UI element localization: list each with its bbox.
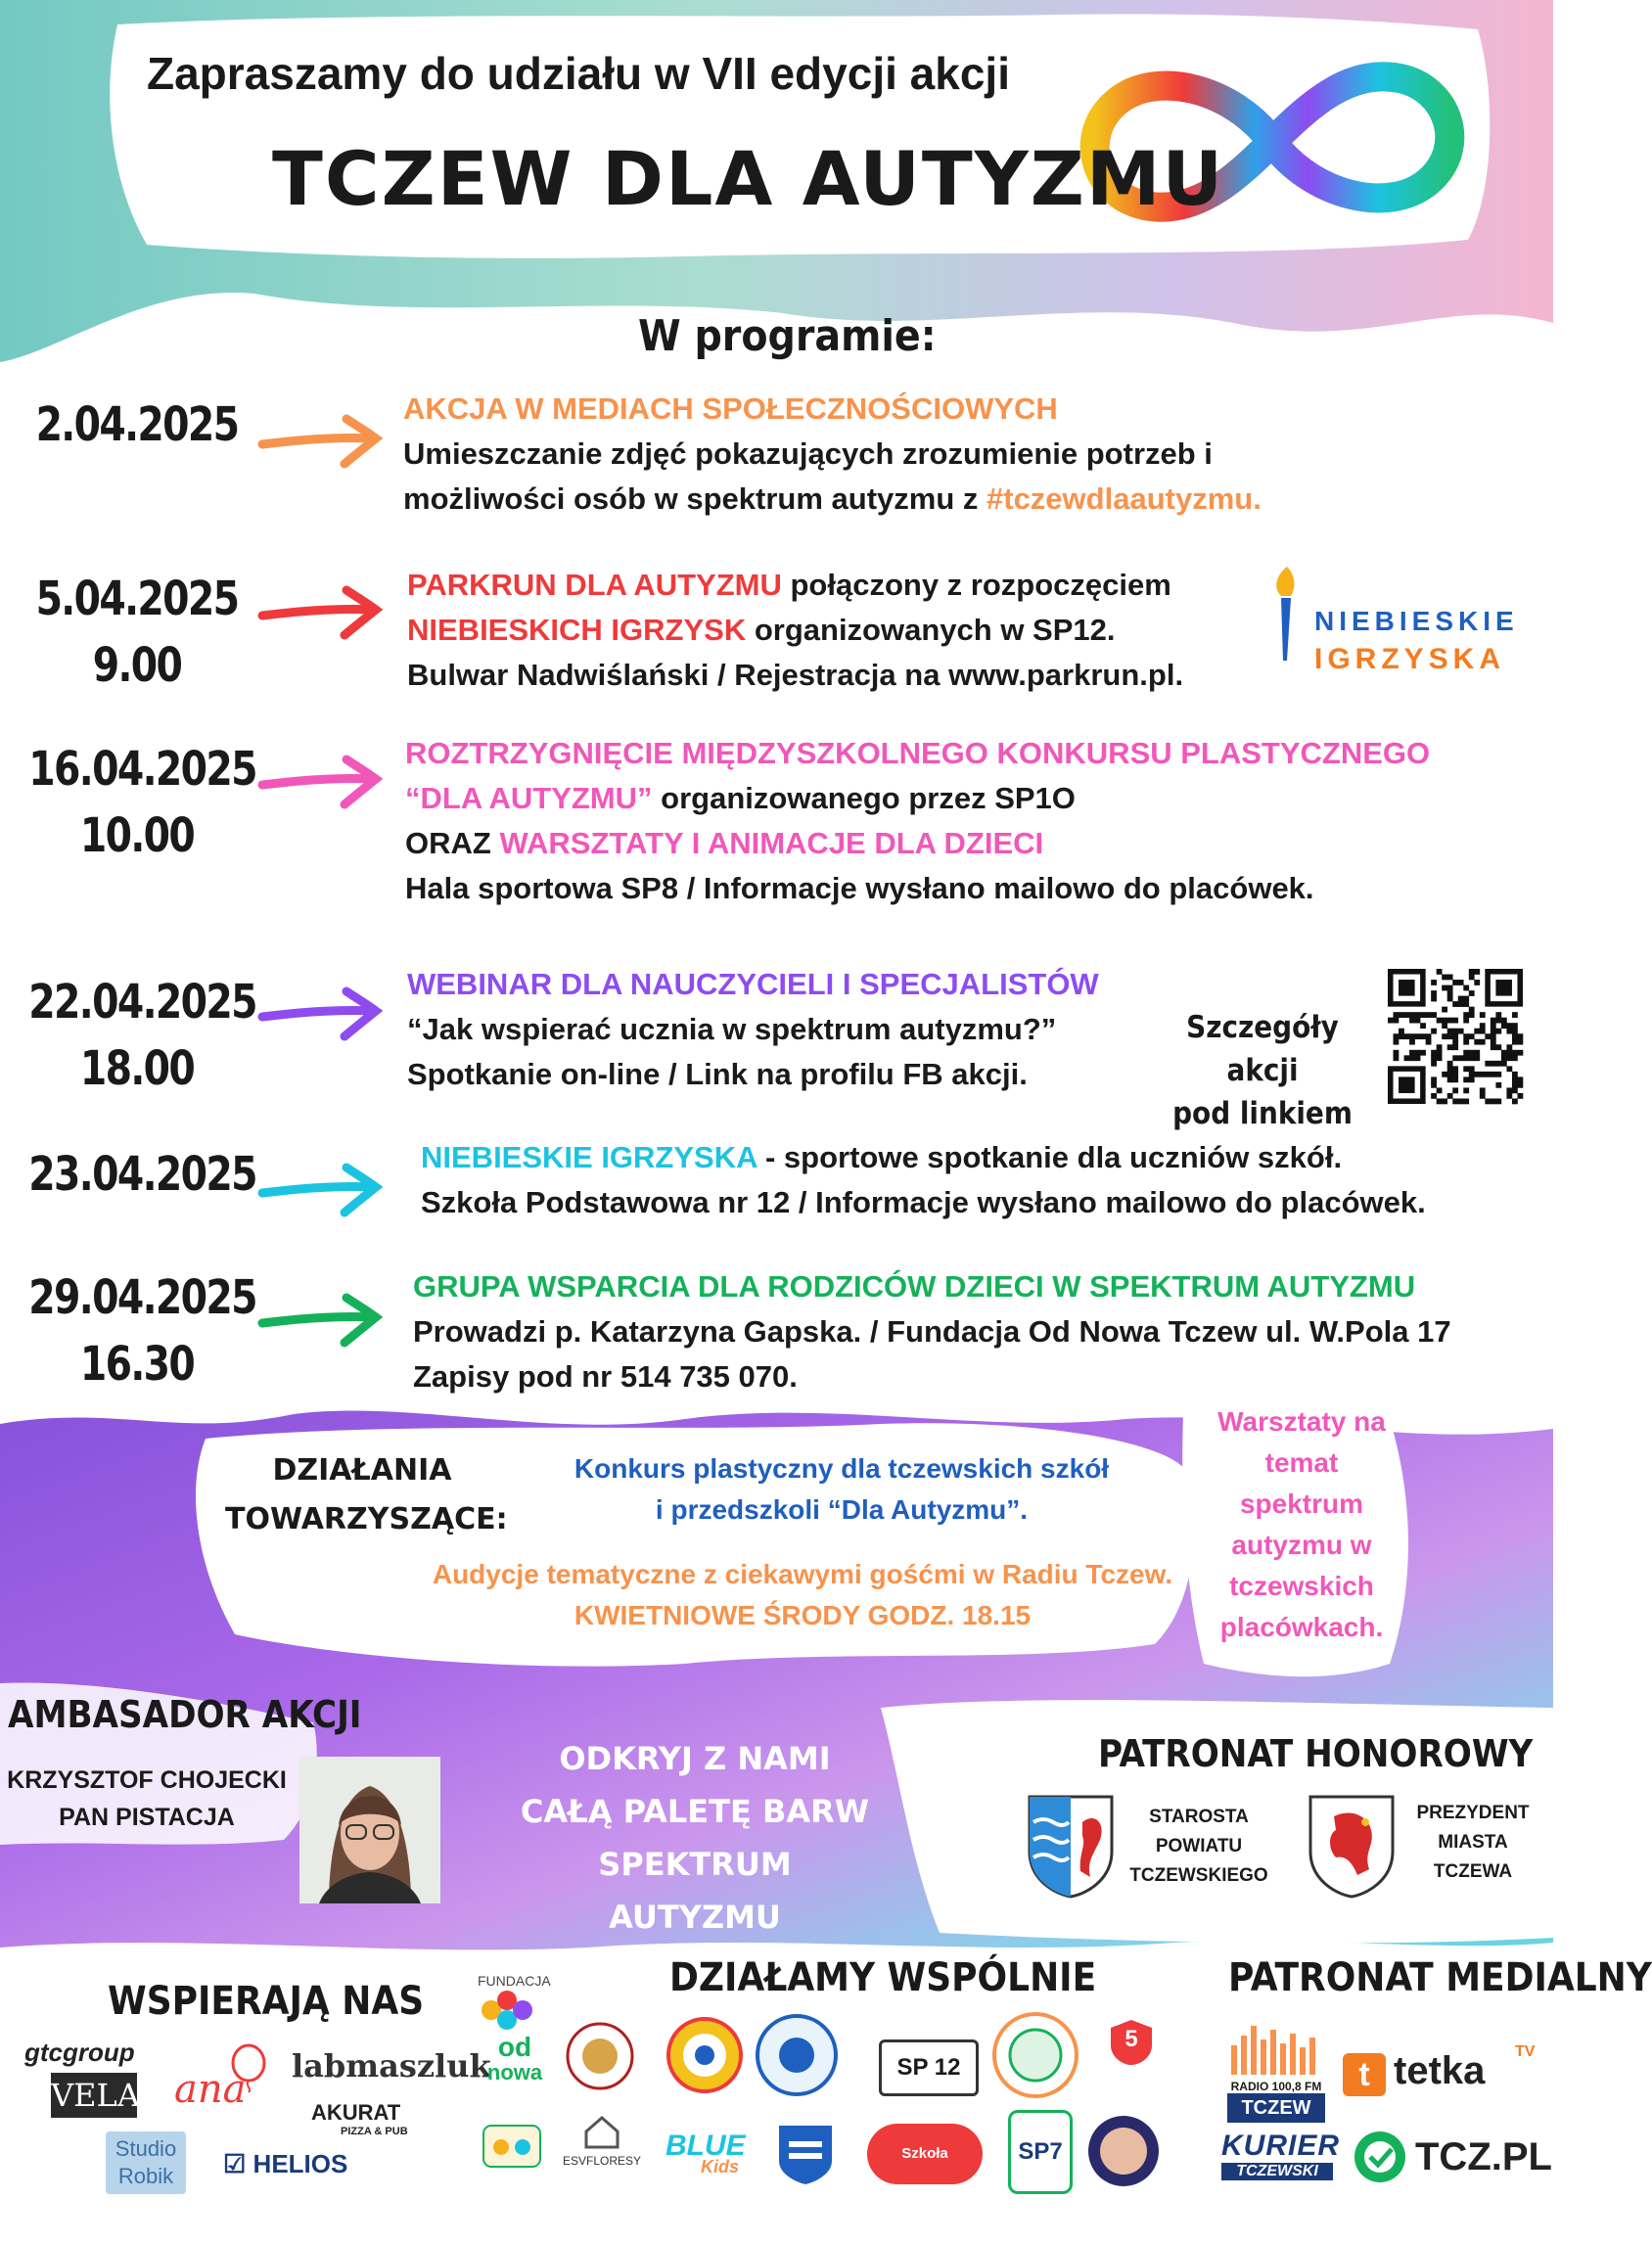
radio-logo-line1: RADIO 100,8 FM <box>1230 2080 1322 2093</box>
qr-code[interactable] <box>1388 969 1523 1104</box>
event-text: Szkoła Podstawowa nr 12 / Informacje wysłano mailowo do placówek. <box>421 1185 1426 1219</box>
school-seal-2 <box>665 2016 744 2094</box>
supporters-heading: WSPIERAJĄ NAS <box>108 1979 425 2024</box>
event-date-text: 2.04.2025 <box>35 397 239 452</box>
logo-tcz-pl: TCZ.PL <box>1415 2135 1552 2178</box>
event-date-text: 23.04.2025 <box>28 1147 256 1202</box>
event-highlight: NIEBIESKICH IGRZYSK <box>407 613 747 647</box>
media-heading: PATRONAT MEDIALNY <box>1228 1955 1652 2000</box>
equalizer-icon <box>1227 2022 1325 2075</box>
event-line <box>421 1180 1426 1225</box>
logo-gtcgroup: gtcgroup <box>24 2038 135 2067</box>
event-date <box>28 1264 256 1397</box>
qr-caption-line2: pod linkiem <box>1172 1096 1353 1131</box>
logo-ana: ana <box>174 2067 247 2112</box>
event-time-text: 16.30 <box>79 1337 195 1392</box>
centrum-sportu-seal <box>754 2012 840 2098</box>
event-highlight: “DLA AUTYZMU” <box>405 781 653 815</box>
event-description <box>413 1264 1451 1399</box>
event-description <box>407 563 1183 698</box>
logo-radio-tczew <box>1227 2022 1325 2123</box>
prezydent-line: PREZYDENT <box>1416 1803 1530 1823</box>
event-date <box>28 391 245 458</box>
event-line <box>421 1135 1426 1180</box>
school-seal-4 <box>1086 2114 1161 2188</box>
prezydent-coat-of-arms <box>1307 1793 1397 1899</box>
qr-caption <box>1150 1006 1375 1135</box>
event-text: Zapisy pod nr 514 735 070. <box>413 1359 798 1394</box>
logo-esv <box>558 2114 646 2168</box>
arrow-icon <box>256 411 384 470</box>
arrow-icon <box>256 752 384 810</box>
balloon-icon <box>227 2043 272 2092</box>
event-highlight: AKCJA W MEDIACH SPOŁECZNOŚCIOWYCH <box>403 391 1058 426</box>
logo-kids: Kids <box>701 2157 740 2176</box>
event-line <box>413 1309 1451 1354</box>
kindergarten-logo <box>478 2116 546 2175</box>
event-text: organizowanego przez SP1O <box>652 781 1076 815</box>
ambassador-name <box>0 1762 294 1836</box>
event-date <box>28 736 256 869</box>
radio-logo-line2: TCZEW <box>1227 2093 1325 2123</box>
patronage-heading: PATRONAT HONOROWY <box>1098 1732 1534 1775</box>
event-highlight: WARSZTATY I ANIMACJE DLA DZIECI <box>499 826 1044 860</box>
event-time-text: 18.00 <box>79 1041 195 1096</box>
event-text: ORAZ <box>405 826 500 860</box>
event-text: organizowanych w SP12. <box>746 613 1116 647</box>
event-highlight: ROZTRZYGNIĘCIE MIĘDZYSZKOLNEGO KONKURSU PLASTYCZNEGO <box>405 736 1431 770</box>
logo-nowa: nowa <box>486 2060 543 2085</box>
logo-akurat: AKURAT <box>311 2100 401 2125</box>
logo-akurat-sub: PIZZA & PUB <box>341 2126 408 2137</box>
event-line <box>405 866 1430 911</box>
logo-szkola-sportowa: Szkoła Sportowa <box>867 2124 983 2184</box>
event-description <box>403 387 1262 522</box>
event-date-text: 5.04.2025 <box>35 572 239 626</box>
arrow-icon <box>256 984 384 1042</box>
workshops-text <box>1189 1401 1414 1648</box>
slogan <box>509 1732 881 1944</box>
kurier-logo-line1: KURIER <box>1221 2130 1341 2162</box>
event-description <box>421 1135 1426 1225</box>
event-title: TCZEW DLA AUTYZMU <box>272 135 1225 222</box>
workshops-line: tczewskich <box>1229 1571 1374 1601</box>
event-date-text: 16.04.2025 <box>28 742 256 797</box>
slogan-line: CAŁĄ PALETĘ BARW <box>520 1793 870 1830</box>
event-line <box>403 432 1262 477</box>
tetka-icon: t <box>1343 2053 1386 2096</box>
logo-fundacja-label: FUNDACJA <box>478 1973 551 1989</box>
event-date <box>28 969 256 1102</box>
event-text: “Jak wspierać ucznia w spektrum autyzmu?” <box>407 1012 1057 1046</box>
ambassador-photo <box>299 1757 440 1903</box>
logo-robik: Robik <box>117 2164 174 2188</box>
event-highlight: WEBINAR DLA NAUCZYCIELI I SPECJALISTÓW <box>407 967 1099 1001</box>
logo-helios: ☑ HELIOS <box>223 2149 348 2178</box>
logo-vela: VELA <box>51 2073 137 2118</box>
event-text: możliwości osób w spektrum autyzmu z <box>403 481 987 516</box>
workshops-line: Warsztaty na <box>1217 1406 1386 1437</box>
side-actions-heading <box>225 1446 508 1544</box>
event-highlight: #tczewdlaautyzmu. <box>987 481 1262 516</box>
event-highlight: NIEBIESKIE IGRZYSKA <box>421 1140 757 1174</box>
ambassador-heading: AMBASADOR AKCJI <box>8 1693 362 1736</box>
workshops-line: placówkach. <box>1219 1612 1384 1642</box>
radio-text <box>401 1554 1204 1636</box>
logo-studio-robik <box>106 2131 186 2194</box>
prezydent-label <box>1400 1799 1546 1887</box>
radio-line1: Audycje tematyczne z ciekawymi gośćmi w Radiu Tczew. <box>432 1559 1173 1589</box>
kurier-logo-line2: TCZEWSKI <box>1221 2163 1333 2180</box>
event-text: Prowadzi p. Katarzyna Gapska. / Fundacja Od Nowa Tczew ul. W.Pola 17 <box>413 1314 1451 1349</box>
house-icon <box>582 2114 621 2149</box>
logo-blue: BLUE <box>665 2130 746 2162</box>
event-time-text: 9.00 <box>92 638 182 693</box>
school-seal-1 <box>566 2012 634 2100</box>
workshops-line: autyzmu w <box>1231 1530 1372 1560</box>
logo-tetka-tv: TV <box>1515 2043 1536 2060</box>
event-text: Bulwar Nadwiślański / Rejestracja na www.parkrun.pl. <box>407 658 1184 692</box>
arrow-icon <box>256 582 384 641</box>
program-heading: W programie: <box>638 311 937 361</box>
starosta-line: TCZEWSKIEGO <box>1129 1865 1268 1886</box>
niebieskie-igrzyska-logo <box>1265 563 1520 680</box>
qr-caption-line1: Szczegóły akcji <box>1186 1010 1339 1088</box>
event-text: - sportowe spotkanie dla uczniów szkół. <box>757 1140 1343 1174</box>
radio-line2: KWIETNIOWE ŚRODY GODZ. 18.15 <box>574 1600 1032 1630</box>
event-line <box>407 653 1183 698</box>
logo-labmaszluk: labmaszluk <box>292 2047 491 2085</box>
event-line <box>407 962 1099 1007</box>
logo-od: od <box>497 2032 532 2062</box>
niebieskie-logo-line2: IGRZYSKA <box>1314 643 1506 675</box>
school-shield-logo <box>775 2122 836 2186</box>
logo-sp5-number: 5 <box>1124 2026 1138 2052</box>
ambassador-name-line2: PAN PISTACJA <box>59 1804 235 1831</box>
school-seal-3 <box>990 2010 1080 2100</box>
starosta-coat-of-arms <box>1026 1793 1116 1899</box>
slogan-line: SPEKTRUM AUTYZMU <box>598 1846 792 1936</box>
logo-studio: Studio <box>115 2136 177 2161</box>
logo-sp12: SP 12 <box>879 2039 979 2096</box>
event-text: Spotkanie on-line / Link na profilu FB akcji. <box>407 1057 1028 1091</box>
contest-text <box>528 1448 1155 1531</box>
prezydent-line: TCZEWA <box>1433 1861 1513 1882</box>
event-text: połączony z rozpoczęciem <box>781 568 1171 602</box>
event-line <box>407 1007 1099 1052</box>
torch-icon <box>1265 563 1305 680</box>
prezydent-line: MIASTA <box>1438 1832 1508 1853</box>
event-line <box>407 608 1183 653</box>
workshops-line: temat <box>1264 1447 1339 1478</box>
niebieskie-logo-line1: NIEBIESKIE <box>1314 606 1519 636</box>
logo-tetka: tetka <box>1394 2049 1486 2092</box>
event-text: Umieszczanie zdjęć pokazujących zrozumienie potrzeb i <box>403 436 1213 471</box>
event-highlight: GRUPA WSPARCIA DLA RODZICÓW DZIECI W SPEKTRUM AUTYZMU <box>413 1269 1416 1304</box>
event-line <box>407 563 1183 608</box>
event-time-text: 10.00 <box>79 808 195 863</box>
contest-line1: Konkurs plastyczny dla tczewskich szkół <box>574 1453 1110 1484</box>
event-highlight: PARKRUN DLA AUTYZMU <box>407 568 782 602</box>
workshops-line: spektrum <box>1239 1489 1364 1519</box>
arrow-icon <box>256 1290 384 1349</box>
invite-heading: Zapraszamy do udziału w VII edycji akcji <box>147 48 1010 99</box>
event-line <box>413 1354 1451 1399</box>
ambassador-name-line1: KRZYSZTOF CHOJECKI <box>7 1766 287 1794</box>
starosta-label <box>1125 1803 1272 1891</box>
event-line <box>405 731 1430 776</box>
slogan-line: ODKRYJ Z NAMI <box>559 1740 831 1777</box>
arrow-icon <box>256 1160 384 1218</box>
logo-kurier-tczewski <box>1221 2130 1341 2180</box>
side-actions-heading-line2: TOWARZYSZĄCE: <box>225 1502 508 1536</box>
flower-icon <box>478 1991 552 2030</box>
tcz-logo-icon <box>1353 2130 1407 2184</box>
event-date-text: 22.04.2025 <box>28 975 256 1030</box>
side-actions-heading-line1: DZIAŁANIA <box>272 1453 452 1488</box>
logo-fundacja-od-nowa <box>478 1991 552 2085</box>
contest-line2: i przedszkoli “Dla Autyzmu”. <box>655 1494 1029 1525</box>
logo-helios-text: HELIOS <box>252 2149 348 2178</box>
event-date <box>28 1141 256 1208</box>
event-line <box>403 387 1262 432</box>
event-line <box>407 1052 1099 1097</box>
logo-sp5 <box>1092 2018 1170 2072</box>
event-text: Hala sportowa SP8 / Informacje wysłano mailowo do placówek. <box>405 871 1314 905</box>
event-line <box>405 776 1430 821</box>
starosta-line: STAROSTA <box>1149 1807 1249 1827</box>
logo-esv-text: ESVFLORESY <box>562 2154 642 2168</box>
starosta-line: POWIATU <box>1155 1836 1243 1856</box>
event-line <box>403 477 1262 522</box>
together-heading: DZIAŁAMY WSPÓLNIE <box>669 1955 1097 2000</box>
event-line <box>405 821 1430 866</box>
event-description <box>407 962 1099 1097</box>
event-date-text: 29.04.2025 <box>28 1270 256 1325</box>
event-date <box>28 566 245 699</box>
event-line <box>413 1264 1451 1309</box>
logo-sp7: SP7 <box>1008 2110 1073 2194</box>
event-description <box>405 731 1430 911</box>
